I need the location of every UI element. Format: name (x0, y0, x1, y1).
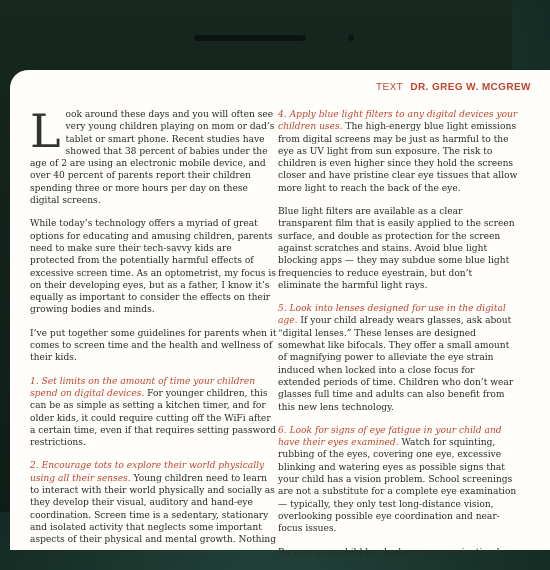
article-paragraph: Blue light filters are available as a clear transparent film that is easily applied to the screen surface, and double as protection for the screen against scratches and stains. Avoid blue light blocking apps — they may subdue some blue light frequencies to reduce eyestrain, but don’t eliminate the harmful light rays. (278, 207, 515, 291)
article-column-left (30, 104, 278, 558)
paragraph-text: ook around these days and you will often see very young children playing on mom or dad’s tablet or smart phone. Recent studies have showed that 38 percent of babies under the age of 2 are using an electronic mobile device, and over 40 percent of parents report their children spending three or more hours per day on these digital screens. (30, 110, 275, 207)
tip-heading: 4. Apply blue light filters to any digital devices your children uses. (278, 110, 518, 133)
tip-paragraph (30, 376, 278, 450)
tip-heading: 2. Encourage tots to explore their world physically using all their senses. (30, 461, 265, 484)
byline (376, 82, 531, 93)
article-paragraph: I’ve put together some guidelines for parents when it comes to screen time and the health and wellness of their kids. (30, 328, 277, 364)
article-paragraph: While today’s technology offers a myriad of great options for educating and amusing children, parents need to make sure their tech-savvy kids are protected from the potentially harmful effects of excessive screen time. As an optometrist, my focus is on their developing eyes, but as a father, I know it’s equally as important to consider the effects on their growing bodies and minds. (30, 219, 276, 316)
tip-paragraph (278, 425, 518, 536)
tip-heading: 6. Look for signs of eye fatigue in your child and have their eyes examined. (278, 425, 502, 449)
tip-paragraph (278, 303, 518, 414)
tip-text: The high-energy blue light emissions from digital screens may be just as harmful to the eye as UV light from sun exposure. The risk to children is even higher since they hold the screens closer and have pristine clear eye tissues that allow more light to reach the back of the eye. (278, 122, 518, 194)
article-screen[interactable] (10, 70, 550, 558)
tip-text: For younger children, this can be as simple as setting a kitchen timer, and for older kids, it could require cutting off the WiFi after a certain time, even if that requires setting password restrictions. (30, 388, 276, 449)
tip-heading: 5. Look into lenses designed for use in the digital age. (278, 304, 506, 327)
tip-text: Young children need to learn to interact with their world physically and socially as they develop their visual, auditory and hand-eye coordination. Screen time is a sedentary, stationary and isolated activity that neglects some important aspects of their physical and mental growth. Nothing (30, 473, 277, 546)
byline-label: TEXT (376, 82, 404, 93)
tip-heading: 1. Set limits on the amount of time your children spend on digital devices. (30, 376, 256, 399)
drop-cap: L (30, 104, 61, 158)
tip-text: If your child already wears glasses, ask about “digital lenses.” These lenses are designed somewhat like bifocals. They offer a small amount of magnifying power to alleviate the eye strain induced when locked into a close focus for extended periods of time. Children who don’t wear glasses full time and adults can also benefit from this new lens technology. (278, 316, 514, 413)
article-paragraph: Be sure your child has had an eye examination by (278, 547, 508, 558)
tip-paragraph (30, 460, 278, 546)
speaker-grille (194, 35, 306, 41)
front-camera (348, 35, 354, 41)
tip-text: Watch for squinting, rubbing of the eyes, covering one eye, excessive blinking and watering eyes as possible signs that your child has a vision problem. School screenings are not a substitute for a complete eye examination — typically, they only test long-distance vision, overlooking possible eye coordination and near-focus issues. (278, 438, 517, 535)
tip-paragraph (278, 109, 518, 195)
article-column-right (278, 109, 518, 570)
article-paragraph (30, 104, 278, 207)
byline-author: DR. GREG W. MCGREW (410, 82, 531, 93)
